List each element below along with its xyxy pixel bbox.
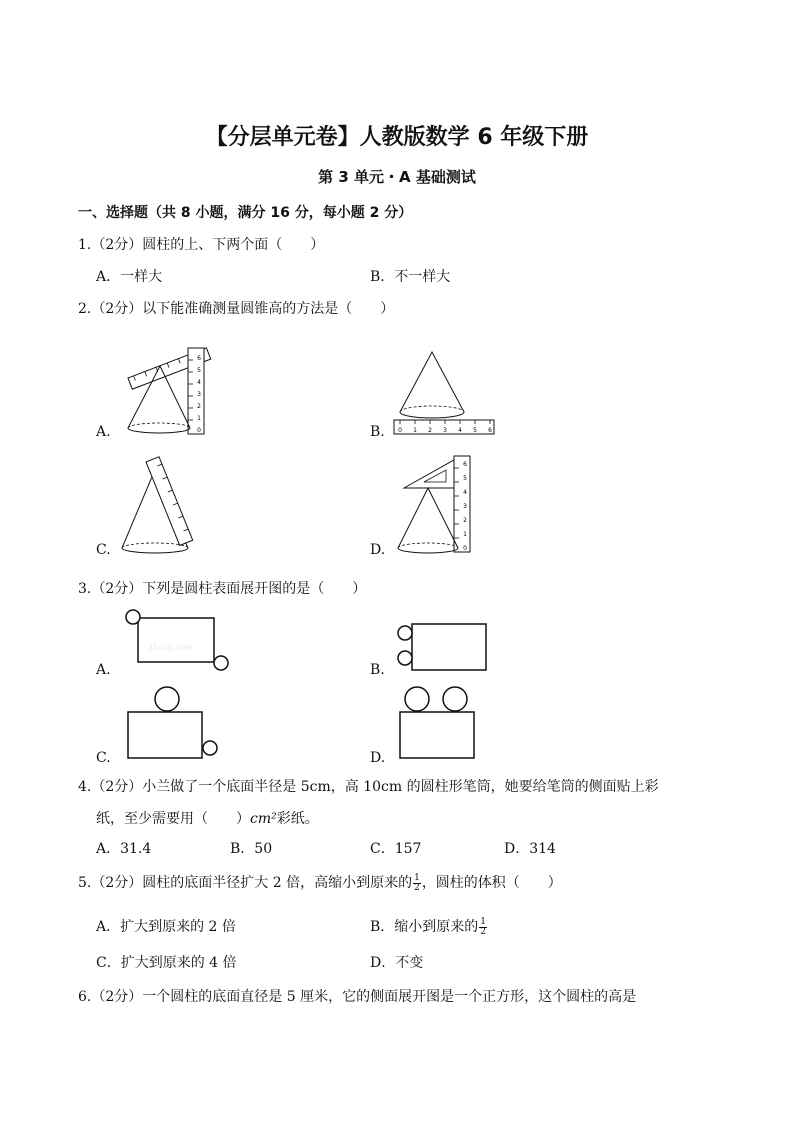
question-3-figure-d xyxy=(396,686,480,762)
question-6-stem: 6.（2分）一个圆柱的底面直径是 5 厘米，它的侧面展开图是一个正方形，这个圆柱的高是 xyxy=(78,989,637,1005)
question-1-stem: 1.（2分）圆柱的上、下两个面（ ） xyxy=(78,237,325,253)
ruler-tick-label: 0 xyxy=(463,545,467,552)
question-5-option-d[interactable]: D．不变 xyxy=(370,955,424,971)
question-1-option-b[interactable]: B．不一样大 xyxy=(370,269,451,285)
ruler-tick-label: 1 xyxy=(463,531,467,538)
ruler-tick-label: 4 xyxy=(458,427,462,434)
page-title: 【分层单元卷】人教版数学 6 年级下册 xyxy=(205,125,589,150)
ruler-tick-label: 6 xyxy=(463,461,467,468)
question-5-option-a[interactable]: A．扩大到原来的 2 倍 xyxy=(96,919,236,935)
ruler-tick-label: 4 xyxy=(463,489,467,496)
question-3-figure-b xyxy=(396,620,492,674)
question-5-option-b[interactable]: B．缩小到原来的 $\frac{1}{2}$ xyxy=(370,916,487,937)
question-3-option-c[interactable]: C. xyxy=(96,750,111,766)
question-3-option-d[interactable]: D. xyxy=(370,750,386,766)
question-2-option-a[interactable]: A. xyxy=(96,424,111,440)
page-subtitle: 第 3 单元・A 基础测试 xyxy=(318,168,476,186)
question-4-option-b[interactable]: B．50 xyxy=(230,841,273,857)
question-4-option-c[interactable]: C．157 xyxy=(370,841,422,857)
question-4-option-a[interactable]: A．31.4 xyxy=(96,841,152,857)
ruler-tick-label: 6 xyxy=(197,355,201,362)
ruler-tick-label: 0 xyxy=(197,427,201,434)
question-3-option-b[interactable]: B. xyxy=(370,662,385,678)
question-4-option-d[interactable]: D．314 xyxy=(504,841,556,857)
question-2-figure-d xyxy=(394,452,484,562)
ruler-tick-label: 5 xyxy=(463,475,467,482)
question-3-stem: 3.（2分）下列是圆柱表面展开图的是（ ） xyxy=(78,581,367,597)
question-2-figure-c xyxy=(118,452,218,562)
question-2-option-d[interactable]: D. xyxy=(370,542,386,558)
question-5-stem xyxy=(78,872,562,893)
question-3-figure-a xyxy=(124,608,234,672)
ruler-tick-label: 1 xyxy=(197,415,201,422)
question-5-option-b-fraction: $\frac{1}{2}$ xyxy=(480,916,487,937)
question-4-stem-line-2 xyxy=(96,808,319,828)
ruler-tick-label: 5 xyxy=(197,367,201,374)
question-2-stem: 2.（2分）以下能准确测量圆锥高的方法是（ ） xyxy=(78,301,395,317)
ruler-tick-label: 3 xyxy=(197,391,201,398)
question-3-option-a[interactable]: A. xyxy=(96,662,111,678)
question-2-option-c[interactable]: C. xyxy=(96,542,111,558)
ruler-tick-label: 2 xyxy=(428,427,432,434)
question-5-option-c[interactable]: C．扩大到原来的 4 倍 xyxy=(96,955,237,971)
ruler-tick-label: 6 xyxy=(488,427,492,434)
question-1-option-a[interactable]: A．一样大 xyxy=(96,269,163,285)
question-3-figure-c xyxy=(124,686,224,762)
question-5-fraction: $\frac{1}{2}$ xyxy=(414,872,420,893)
question-4-stem-line-1: 4.（2分）小兰做了一个底面半径是 5cm，高 10cm 的圆柱形笔筒，她要给笔筒的侧面贴上彩 xyxy=(78,779,659,795)
ruler-tick-label: 1 xyxy=(413,427,417,434)
question-2-figure-a xyxy=(120,340,220,440)
watermark-text: 21cnjy.com xyxy=(148,643,194,652)
section-heading: 一、选择题（共 8 小题，满分 16 分，每小题 2 分） xyxy=(78,205,413,221)
ruler-tick-label: 0 xyxy=(398,427,402,434)
question-2-figure-b xyxy=(394,350,498,440)
question-5-stem-text: 5.（2分）圆柱的底面半径扩大 2 倍，高缩小到原来的 xyxy=(78,875,413,891)
ruler-tick-label: 4 xyxy=(197,379,201,386)
ruler-tick-label: 3 xyxy=(463,503,467,510)
question-4-stem-text: 纸，至少需要用（ ） xyxy=(96,811,250,827)
question-4-stem-end: 彩纸。 xyxy=(276,811,319,827)
ruler-tick-label: 3 xyxy=(443,427,447,434)
question-4-unit: cm² xyxy=(250,811,277,827)
ruler-tick-label: 2 xyxy=(463,517,467,524)
question-5-stem-end: ，圆柱的体积（ ） xyxy=(421,875,562,891)
ruler-tick-label: 2 xyxy=(197,403,201,410)
question-2-option-b[interactable]: B. xyxy=(370,424,385,440)
ruler-tick-label: 5 xyxy=(473,427,477,434)
